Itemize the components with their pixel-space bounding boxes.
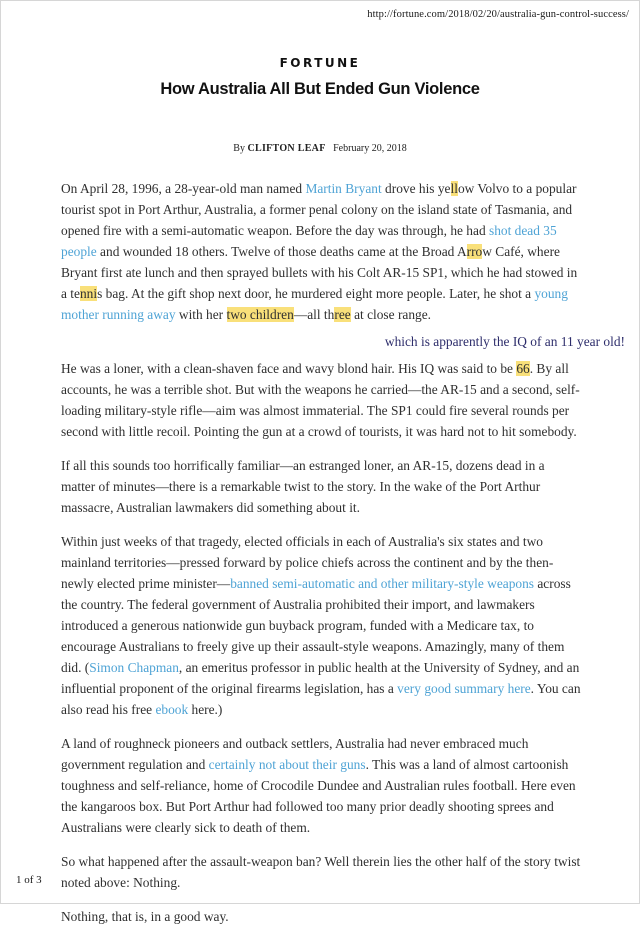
paragraph-text: ow Volvo to a popular tourist spot in Port Arthur, Australia, a former penal colony on the island state of Tasmania, and opened fire with a semi-automatic weapon. Before the day was through, he had — [61, 181, 577, 238]
paragraph-text: at close range. — [350, 307, 432, 322]
paragraph-text: He was a loner, with a clean-shaven face and wavy blond hair. His IQ was said to be — [61, 361, 517, 376]
inline-link[interactable]: ebook — [155, 702, 189, 717]
paragraph-text: . You can also read his free — [61, 681, 581, 717]
fortune-logo: FORTUNE — [279, 56, 361, 70]
paragraph-text: If all this sounds too horrifically familiar—an estranged loner, an AR-15, dozens dead in a matter of minutes—there is a remarkable twist to the story. In the wake of the Port Arthur massacre, Australian lawmakers did something about it. — [61, 458, 545, 515]
inline-link[interactable]: shot dead 35 people — [61, 223, 557, 259]
paragraph-text: , an emeritus professor in public health at the University of Sydney, and an influential proponent of the original firearms legislation, has a — [61, 660, 580, 696]
inline-link[interactable]: Martin Bryant — [305, 181, 382, 196]
paragraph-text: . This was a land of almost cartoonish toughness and self-reliance, home of Crocodile Dundee and Australian rules football. Here even the kangaroos box. But Port Arthur had followed too many prior deadly shooting sprees and Australians were clearly sick to death of them. — [61, 757, 576, 835]
byline-author: CLIFTON LEAF — [247, 143, 326, 154]
paragraph-text: —all th — [293, 307, 335, 322]
inline-link[interactable]: banned semi-automatic and other military-style weapons — [230, 576, 535, 591]
highlighted-text: rro — [466, 244, 483, 259]
highlighted-text: 66 — [516, 361, 530, 376]
inline-link[interactable]: Simon Chapman — [89, 660, 179, 675]
paragraph-text: across the country. The federal government of Australia prohibited their import, and lawmakers introduced a generous nationwide gun buyback program, funded with a Medicare tax, to encourage Australians to freely give up their assault-style weapons. Amazingly, many of them did. ( — [61, 576, 571, 675]
paragraph-text: s bag. At the gift shop next door, he murdered eight more people. Later, he shot a — [97, 286, 535, 301]
print-url-header: http://fortune.com/2018/02/20/australia-gun-control-success/ — [367, 9, 629, 20]
inline-link[interactable]: certainly not about their guns — [208, 757, 366, 772]
byline-prefix: By — [233, 143, 245, 154]
paragraph-text: . By all accounts, he was a terrible shot. But with the weapons he carried—the AR-15 and a second, self-loading military-style rifle—aim was almost immaterial. The SP1 could fire several rounds per second with little recoil. Pointing the gun at a crowd of tourists, it was hard not to hit somebody. — [61, 361, 580, 439]
article-paragraph — [61, 531, 582, 720]
paragraph-text: with her — [175, 307, 227, 322]
highlighted-text: two children — [226, 307, 294, 322]
inline-link[interactable]: very good summary here — [397, 681, 531, 696]
paragraph-text: Within just weeks of that tragedy, elected officials in each of Australia's six states and two mainland territories—pressed forward by police chiefs across the continent and by the then-newly elected prime minister— — [61, 534, 554, 591]
paragraph-text: w Café, where Bryant first ate lunch and then sprayed bullets with his Colt AR-15 SP1, which he had stowed in a te — [61, 244, 578, 301]
byline-date: February 20, 2018 — [333, 143, 407, 154]
highlighted-text: ree — [334, 307, 351, 322]
page-number: 1 of 3 — [16, 874, 42, 886]
paragraph-text: So what happened after the assault-weapon ban? Well therein lies the other half of the story twist noted above: Nothing. — [61, 854, 581, 890]
byline — [1, 143, 639, 154]
article-paragraph — [61, 178, 582, 325]
inline-link[interactable]: young mother running away — [61, 286, 568, 322]
article-paragraph — [61, 358, 582, 442]
paragraph-text: A land of roughneck pioneers and outback settlers, Australia had never embraced much government regulation and — [61, 736, 529, 772]
paragraph-text: and wounded 18 others. Twelve of those deaths came at the Broad A — [96, 244, 467, 259]
highlighted-text: ll — [450, 181, 458, 196]
highlighted-text: nni — [79, 286, 98, 301]
paragraph-text: On April 28, 1996, a 28-year-old man named — [61, 181, 306, 196]
article-paragraph — [61, 851, 582, 893]
article-paragraph — [61, 455, 582, 518]
handwritten-annotation: which is apparently the IQ of an 11 year old! — [384, 334, 625, 349]
article-body — [61, 178, 625, 927]
paragraph-text: here.) — [188, 702, 223, 717]
paragraph-text: Nothing, that is, in a good way. — [61, 909, 229, 924]
article-title: How Australia All But Ended Gun Violence — [160, 80, 480, 98]
paragraph-text: drove his ye — [381, 181, 451, 196]
article-paragraph — [61, 906, 582, 927]
article-paragraph — [61, 733, 582, 838]
